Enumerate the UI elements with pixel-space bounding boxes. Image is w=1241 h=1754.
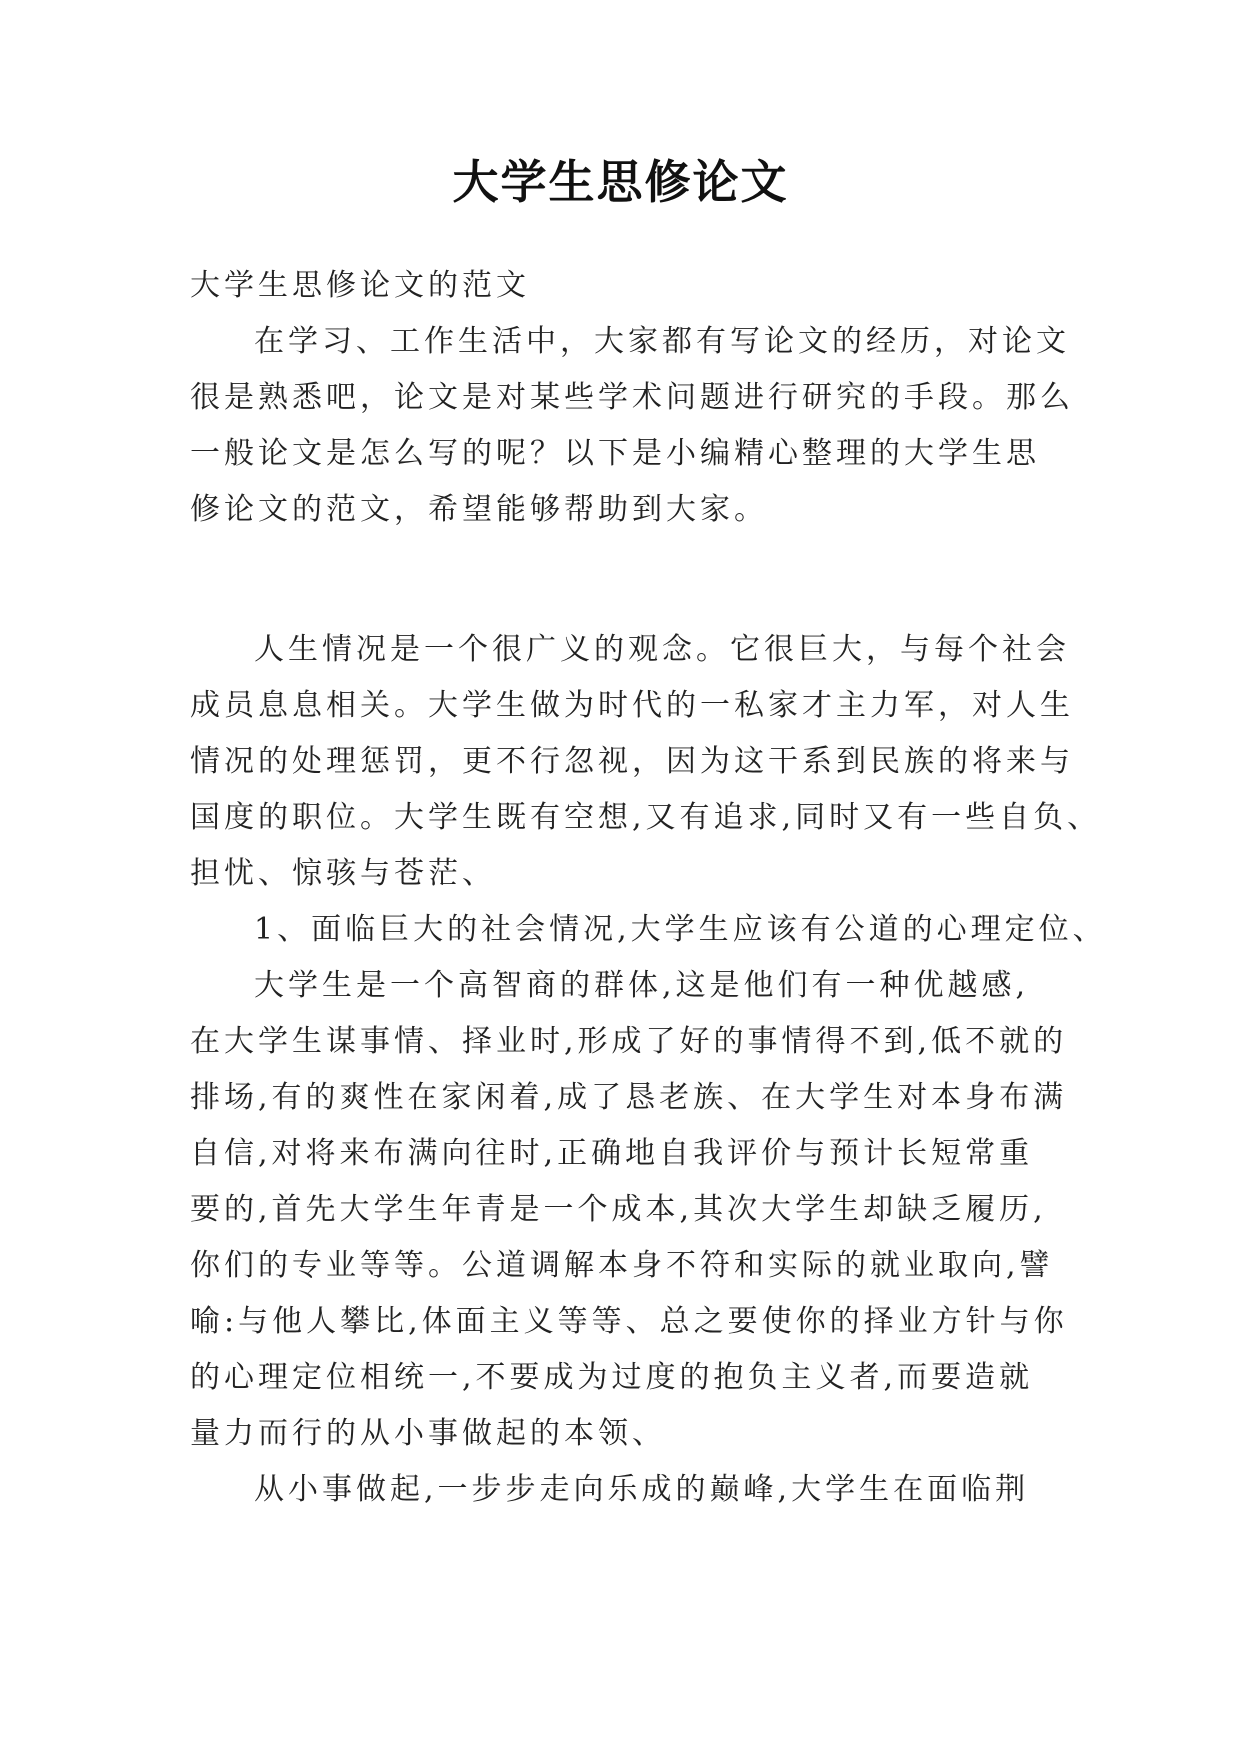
paragraph-line: 人生情况是一个很广义的观念。它很巨大，与每个社会 bbox=[254, 632, 1070, 667]
document-subtitle: 大学生思修论文的范文 bbox=[190, 268, 530, 303]
paragraph-line: 大学生是一个高智商的群体,这是他们有一种优越感, bbox=[254, 968, 1030, 1003]
paragraph-line: 排场,有的爽性在家闲着,成了恳老族、在大学生对本身布满 bbox=[190, 1080, 1068, 1115]
paragraph-line: 担忧、惊骇与苍茫、 bbox=[190, 856, 496, 891]
paragraph-line: 在大学生谋事情、择业时,形成了好的事情得不到,低不就的 bbox=[190, 1024, 1068, 1059]
paragraph-line: 在学习、工作生活中，大家都有写论文的经历，对论文 bbox=[254, 324, 1070, 359]
paragraph-line: 量力而行的从小事做起的本领、 bbox=[190, 1416, 666, 1451]
paragraph-line: 你们的专业等等。公道调解本身不符和实际的就业取向,譬 bbox=[190, 1248, 1054, 1283]
paragraph-spacer bbox=[190, 538, 1050, 622]
document-body bbox=[190, 258, 1107, 1518]
paragraph-line: 情况的处理惩罚，更不行忽视，因为这干系到民族的将来与 bbox=[190, 744, 1074, 779]
document-title: 大学生思修论文 bbox=[452, 155, 789, 209]
paragraph-line: 修论文的范文，希望能够帮助到大家。 bbox=[190, 492, 768, 527]
paragraph-line: 成员息息相关。大学生做为时代的一私家才主力军，对人生 bbox=[190, 688, 1074, 723]
paragraph-line: 1、面临巨大的社会情况,大学生应该有公道的心理定位、 bbox=[254, 912, 1107, 947]
paragraph-line: 的心理定位相统一,不要成为过度的抱负主义者,而要造就 bbox=[190, 1360, 1034, 1395]
paragraph-line: 从小事做起,一步步走向乐成的巅峰,大学生在面临荆 bbox=[254, 1472, 1030, 1507]
paragraph-line: 喻:与他人攀比,体面主义等等、总之要使你的择业方针与你 bbox=[190, 1304, 1068, 1339]
paragraph-line: 很是熟悉吧，论文是对某些学术问题进行研究的手段。那么 bbox=[190, 380, 1074, 415]
paragraph-line: 一般论文是怎么写的呢？以下是小编精心整理的大学生思 bbox=[190, 436, 1040, 471]
paragraph-line: 要的,首先大学生年青是一个成本,其次大学生却缺乏履历, bbox=[190, 1192, 1047, 1227]
paragraph-line: 国度的职位。大学生既有空想,又有追求,同时又有一些自负、 bbox=[190, 800, 1102, 835]
paragraph-line: 自信,对将来布满向往时,正确地自我评价与预计长短常重 bbox=[190, 1136, 1034, 1171]
